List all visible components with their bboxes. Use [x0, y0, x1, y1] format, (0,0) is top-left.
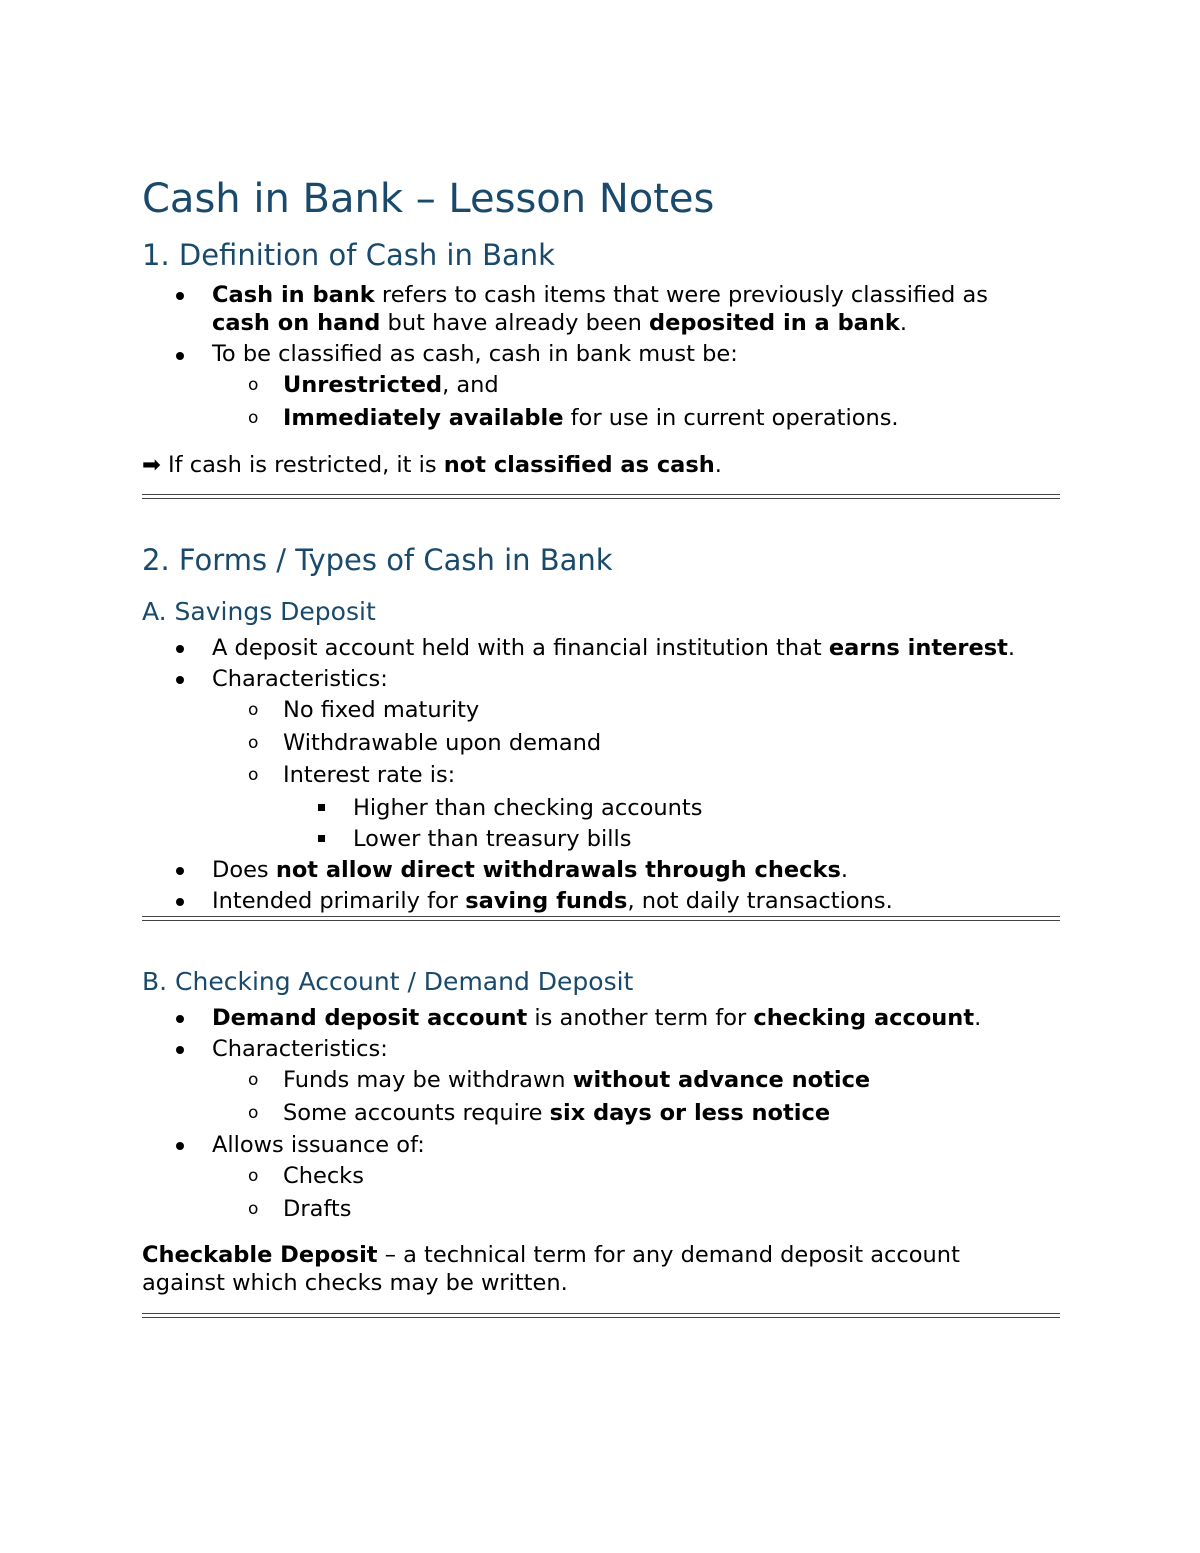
bullet-square — [318, 804, 325, 811]
savings-definition: A deposit account held with a financial institution that earns interest. — [212, 635, 1016, 661]
savings-char-1: No fixed maturity — [283, 697, 480, 723]
bullet-dot — [176, 898, 184, 906]
interest-higher: Higher than checking accounts — [353, 795, 703, 821]
bullet-circle: o — [248, 700, 259, 720]
savings-deposit-heading: A. Savings Deposit — [142, 597, 376, 626]
bullet-circle: o — [248, 1199, 259, 1219]
bullet-circle: o — [248, 765, 259, 785]
definition-line-1: Cash in bank refers to cash items that were previously classified as — [212, 282, 988, 308]
checkable-deposit-definition-cont: against which checks may be written. — [142, 1270, 568, 1296]
checking-char-2: Some accounts require six days or less notice — [283, 1100, 831, 1126]
issuance-label: Allows issuance of: — [212, 1132, 425, 1158]
restricted-cash-note: ➡ If cash is restricted, it is not classified as cash. — [142, 452, 722, 478]
bullet-circle: o — [248, 1166, 259, 1186]
divider — [142, 494, 1060, 499]
bullet-dot — [176, 645, 184, 653]
arrow-icon: ➡ — [142, 452, 161, 478]
bullet-circle: o — [248, 733, 259, 753]
page-title: Cash in Bank – Lesson Notes — [142, 176, 715, 222]
issuance-drafts: Drafts — [283, 1196, 352, 1222]
section-1-heading: 1. Definition of Cash in Bank — [142, 238, 555, 272]
unrestricted-item: Unrestricted, and — [283, 372, 499, 398]
bullet-circle: o — [248, 375, 259, 395]
divider — [142, 916, 1060, 921]
bullet-dot — [176, 292, 184, 300]
savings-no-checks: Does not allow direct withdrawals through checks. — [212, 857, 848, 883]
savings-char-3: Interest rate is: — [283, 762, 456, 788]
definition-line-2: cash on hand but have already been deposited in a bank. — [212, 310, 907, 336]
checking-characteristics-label: Characteristics: — [212, 1036, 388, 1062]
section-2-heading: 2. Forms / Types of Cash in Bank — [142, 543, 613, 577]
issuance-checks: Checks — [283, 1163, 364, 1189]
classification-rule: To be classified as cash, cash in bank must be: — [212, 341, 738, 367]
checking-definition: Demand deposit account is another term for checking account. — [212, 1005, 982, 1031]
bullet-circle: o — [248, 1070, 259, 1090]
bullet-dot — [176, 867, 184, 875]
savings-purpose: Intended primarily for saving funds, not daily transactions. — [212, 888, 893, 914]
bullet-dot — [176, 1046, 184, 1054]
available-item: Immediately available for use in current operations. — [283, 405, 899, 431]
bullet-dot — [176, 676, 184, 684]
divider — [142, 1313, 1060, 1318]
bullet-dot — [176, 1015, 184, 1023]
interest-lower: Lower than treasury bills — [353, 826, 632, 852]
bullet-circle: o — [248, 408, 259, 428]
bullet-circle: o — [248, 1103, 259, 1123]
bullet-square — [318, 835, 325, 842]
bullet-dot — [176, 352, 184, 360]
checking-account-heading: B. Checking Account / Demand Deposit — [142, 967, 634, 996]
checkable-deposit-definition: Checkable Deposit – a technical term for any demand deposit account — [142, 1242, 960, 1268]
checking-char-1: Funds may be withdrawn without advance notice — [283, 1067, 871, 1093]
bullet-dot — [176, 1142, 184, 1150]
savings-characteristics-label: Characteristics: — [212, 666, 388, 692]
savings-char-2: Withdrawable upon demand — [283, 730, 602, 756]
